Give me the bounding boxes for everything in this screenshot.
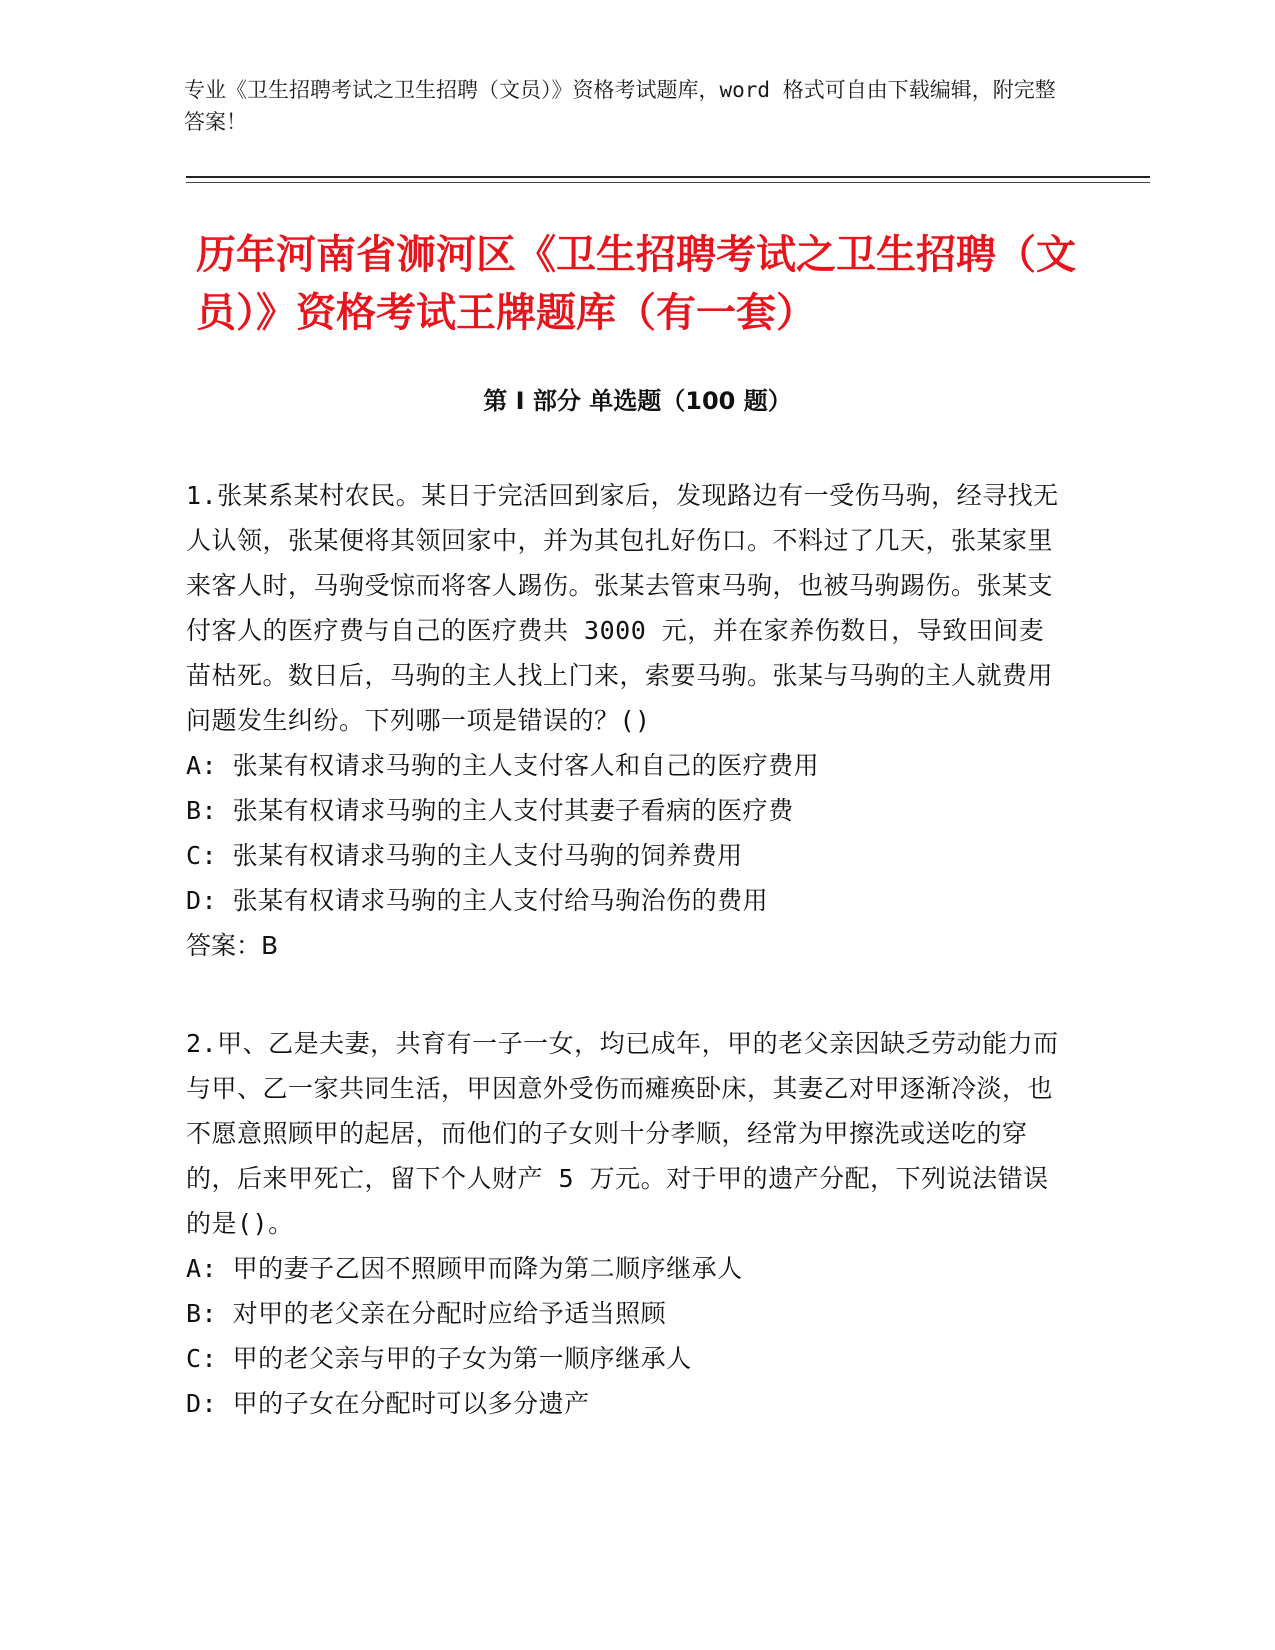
header-note: 专业《卫生招聘考试之卫生招聘（文员）》资格考试题库，word 格式可自由下载编辑，附完整答案！ — [184, 78, 1056, 134]
document-title: 历年河南省浉河区《卫生招聘考试之卫生招聘（文员）》资格考试王牌题库（有一套） — [196, 232, 1076, 336]
option-d: D: 甲的子女在分配时可以多分遗产 — [186, 1389, 590, 1418]
option-b: B: 对甲的老父亲在分配时应给予适当照顾 — [186, 1299, 667, 1328]
question-stem: 1.张某系某村农民。某日于完活回到家后，发现路边有一受伤马驹，经寻找无人认领，张某便将其领回家中，并为其包扎好伤口。不料过了几天，张某家里来客人时，马驹受惊而将客人踢伤。张某去管束马驹，也被马驹踢伤。张某支付客人的医疗费与自己的医疗费共 3000 元，并在家养伤数日，导致田间麦苗枯死。数日后，马驹的主人找上门来，索要马驹。张某与马驹的主人就费用问题发生纠纷。下列哪一项是错误的？() — [186, 481, 1059, 735]
option-c: C: 张某有权请求马驹的主人支付马驹的饲养费用 — [186, 841, 743, 870]
option-a: A: 甲的妻子乙因不照顾甲而降为第二顺序继承人 — [186, 1254, 743, 1283]
header-divider-thin — [186, 182, 1150, 183]
option-d: D: 张某有权请求马驹的主人支付给马驹治伤的费用 — [186, 886, 769, 915]
question-1 — [186, 473, 1066, 968]
question-stem: 2.甲、乙是夫妻，共育有一子一女，均已成年，甲的老父亲因缺乏劳动能力而与甲、乙一家共同生活，甲因意外受伤而瘫痪卧床，其妻乙对甲逐渐冷淡，也不愿意照顾甲的起居，而他们的子女则十分孝顺，经常为甲擦洗或送吃的穿的，后来甲死亡，留下个人财产 5 万元。对于甲的遗产分配，下列说法错误的是()。 — [186, 1029, 1059, 1238]
header-divider-thick — [186, 176, 1150, 178]
option-a: A: 张某有权请求马驹的主人支付客人和自己的医疗费用 — [186, 751, 820, 780]
answer-line: 答案：B — [186, 931, 279, 960]
option-c: C: 甲的老父亲与甲的子女为第一顺序继承人 — [186, 1344, 692, 1373]
option-b: B: 张某有权请求马驹的主人支付其妻子看病的医疗费 — [186, 796, 794, 825]
question-2 — [186, 1021, 1066, 1426]
section-heading: 第 I 部分 单选题（100 题） — [483, 387, 792, 415]
